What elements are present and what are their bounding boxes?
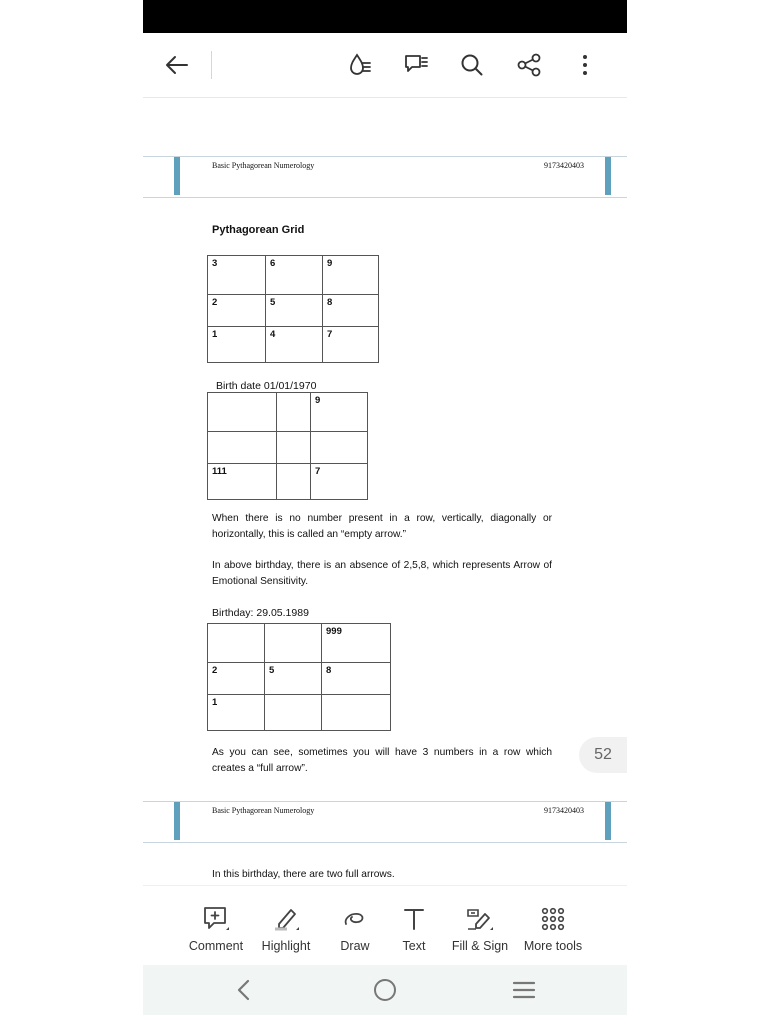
more-tools[interactable] [518,904,588,953]
grid-cell: 111 [208,464,277,500]
birthdate-1-label: Birth date 01/01/1970 [216,380,317,392]
drop-lines-icon [346,51,374,79]
text-label: Text [402,939,426,953]
grid-cell [265,695,322,731]
fill-sign-pen-icon [465,904,495,934]
search-button[interactable] [450,43,494,87]
grid-cell: 5 [265,663,322,695]
fill-sign-label: Fill & Sign [451,939,509,953]
header-number: 9173420403 [544,806,584,815]
grid-cell [208,624,265,663]
paragraph-two-arrows: In this birthday, there are two full arrows. [212,869,395,880]
grid-cell [277,393,311,432]
page-header [143,801,627,843]
document-view[interactable] [143,98,627,884]
share-icon [515,51,543,79]
chevron-left-icon [234,978,254,1002]
grid-cell: 9 [323,256,379,295]
right-margin [627,0,768,1024]
header-left-bar [174,802,180,840]
grid-cell [311,432,368,464]
grid-cell: 4 [266,327,323,363]
section-title: Pythagorean Grid [212,224,305,236]
share-button[interactable] [507,43,551,87]
grid-cell: 2 [208,663,265,695]
grid-cell [208,432,277,464]
app-bar [143,33,627,98]
grid-cell: 999 [322,624,391,663]
comment-label: Comment [188,939,244,953]
grid-cell: 5 [266,295,323,327]
grid-cell: 6 [266,256,323,295]
search-icon [458,51,486,79]
fill-sign-tool[interactable] [445,904,515,953]
header-title: Basic Pythagorean Numerology [212,161,315,170]
text-t-icon [399,904,429,934]
grid-cell: 7 [311,464,368,500]
grid-cell: 3 [208,256,266,295]
text-tool[interactable] [379,904,449,953]
header-number: 9173420403 [544,161,584,170]
header-title: Basic Pythagorean Numerology [212,806,315,815]
add-comment-icon [201,904,231,934]
paragraph-absence: In above birthday, there is an absence of 2,5,8, which represents Arrow of Emotional Sensitivity. [212,560,552,587]
grid-cell: 2 [208,295,266,327]
status-bar [143,0,627,33]
page-header [143,156,627,198]
draw-label: Draw [340,939,370,953]
grid-cell: 1 [208,695,265,731]
nav-home-button[interactable] [365,975,405,1005]
grid-cell [277,464,311,500]
birthdate-1-grid [207,392,368,500]
pythagorean-grid-table [207,255,379,363]
birthdate-2-grid [207,623,391,731]
draw-loop-icon [340,904,370,934]
appbar-divider [211,51,212,79]
highlight-label: Highlight [261,939,311,953]
highlight-tool[interactable] [251,904,321,953]
header-right-bar [605,157,611,195]
grid-cell: 8 [322,663,391,695]
home-circle-icon [372,977,398,1003]
system-nav-bar [143,965,627,1015]
birthdate-2-label: Birthday: 29.05.1989 [212,607,309,619]
grid-cell: 1 [208,327,266,363]
more-tools-label: More tools [523,939,583,953]
grid-dots-icon [538,904,568,934]
comments-list-button[interactable] [394,43,438,87]
menu-lines-icon [512,979,536,1001]
grid-cell [208,393,277,432]
grid-cell: 8 [323,295,379,327]
highlighter-icon [271,904,301,934]
paragraph-empty-arrow: When there is no number present in a row, vertically, diagonally or horizontally, this is called an “empty arrow.” [212,513,552,540]
nav-back-button[interactable] [224,975,264,1005]
grid-cell [265,624,322,663]
arrow-left-icon [163,51,191,79]
grid-cell [322,695,391,731]
page-number-indicator[interactable]: 52 [579,737,627,773]
more-vertical-icon [571,51,599,79]
left-margin [0,0,143,1024]
grid-cell [277,432,311,464]
comment-tool[interactable] [181,904,251,953]
header-left-bar [174,157,180,195]
read-mode-button[interactable] [338,43,382,87]
back-button[interactable] [155,43,199,87]
more-options-button[interactable] [563,43,607,87]
paragraph-full-arrow: As you can see, sometimes you will have 3 numbers in a row which creates a “full arrow”. [212,747,552,774]
bottom-toolbar [143,885,627,966]
header-right-bar [605,802,611,840]
grid-cell: 9 [311,393,368,432]
nav-recents-button[interactable] [504,975,544,1005]
phone-screen [143,0,627,1024]
grid-cell: 7 [323,327,379,363]
comment-lines-icon [402,51,430,79]
